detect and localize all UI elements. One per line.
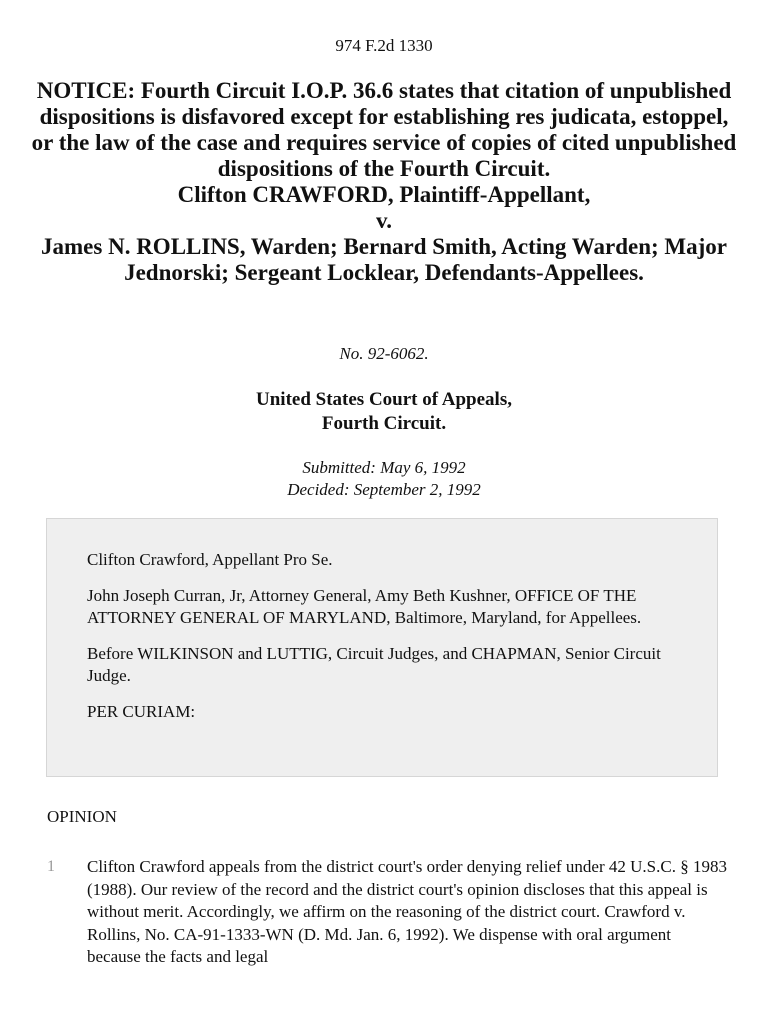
paragraph-number[interactable]: 1 (47, 858, 55, 875)
opinion-heading: OPINION (47, 807, 117, 826)
court-name-line-2: Fourth Circuit. (321, 413, 447, 434)
appellees-counsel: John Joseph Curran, Jr, Attorney General, Amy Beth Kushner, OFFICE OF THE ATTORNEY GENERAL OF MARYLAND, Baltimore, Maryland, for Appellees. (87, 586, 642, 627)
opinion-paragraph: Clifton Crawford appeals from the district court's order denying relief under 42 U.S.C. § 1983 (1988). Our review of the record and the district court's opinion discloses that this appeal is without merit. Accordingly, we affirm on the reasoning of the district court. Crawford v. Rollins, No. CA-91-1333-WN (D. Md. Jan. 6, 1992). We dispense with oral argument because the facts and legal (87, 857, 727, 966)
citation: 974 F.2d 1330 (335, 36, 433, 55)
court-name-line-1: United States Court of Appeals, (256, 389, 512, 410)
notice-text: NOTICE: Fourth Circuit I.O.P. 36.6 states that citation of unpublished dispositions is disfavored except for establishing res judicata, estoppel, or the law of the case and requires service of copies of cited unpublished dispositions of the Fourth Circuit. (31, 78, 737, 181)
case-dates (0, 457, 768, 501)
defendants-line: James N. ROLLINS, Warden; Bernard Smith, Acting Warden; Major Jednorski; Sergeant Locklear, Defendants-Appellees. (41, 234, 727, 285)
per-curiam: PER CURIAM: (87, 702, 196, 721)
appellant-counsel: Clifton Crawford, Appellant Pro Se. (87, 550, 333, 569)
judges-panel: Before WILKINSON and LUTTIG, Circuit Judges, and CHAPMAN, Senior Circuit Judge. (87, 644, 661, 685)
plaintiff-line: Clifton CRAWFORD, Plaintiff-Appellant, (177, 182, 591, 207)
docket-number: No. 92-6062. (339, 344, 429, 363)
submitted-date: Submitted: May 6, 1992 (302, 458, 466, 477)
decided-date: Decided: September 2, 1992 (287, 480, 481, 499)
counsel-box (46, 518, 718, 777)
versus-line: v. (376, 208, 392, 233)
case-caption (30, 78, 738, 286)
court-name (0, 388, 768, 436)
